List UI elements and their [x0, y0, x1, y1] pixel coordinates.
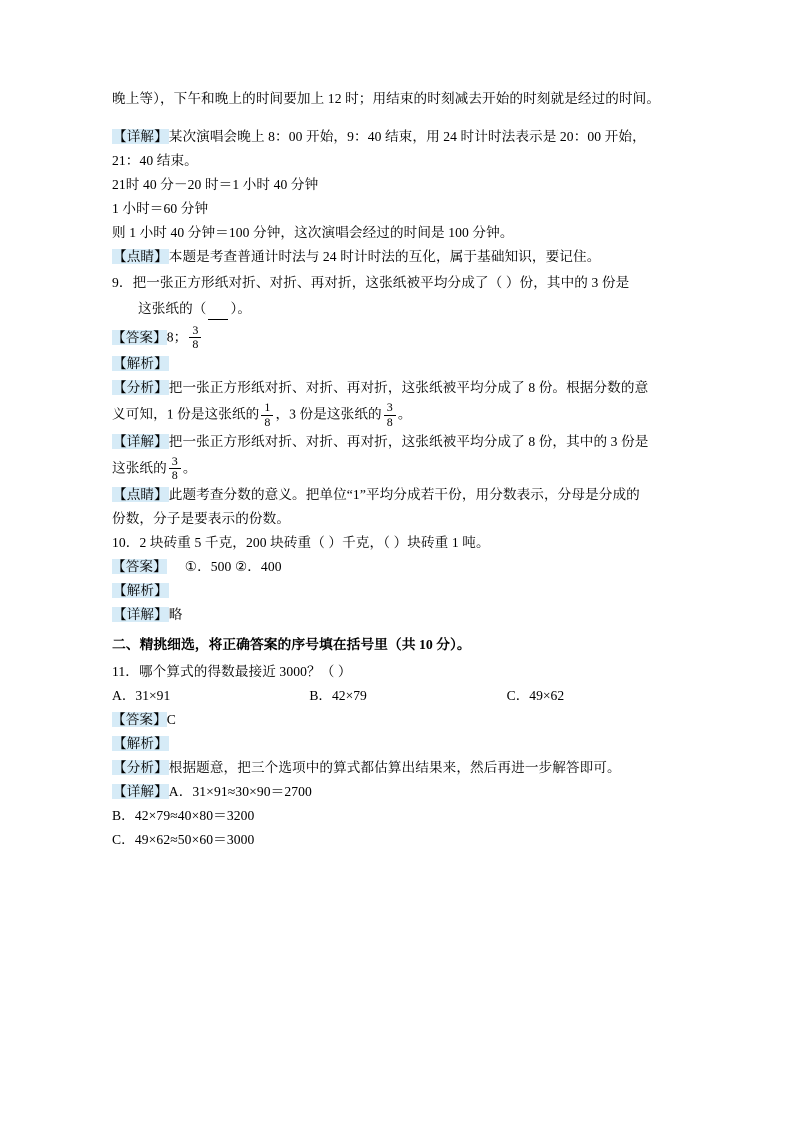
q9-line2-suffix: ）。	[230, 301, 252, 317]
q9-answer-fraction	[189, 324, 201, 351]
fraction-numerator: 1	[261, 401, 273, 415]
question-11-choices	[112, 685, 682, 707]
question-11-answer-text: C	[166, 711, 176, 727]
detail-line-2: 21：40 结束。	[112, 153, 198, 169]
fraction-denominator: 8	[264, 414, 271, 429]
detail-line2-b: 。	[182, 460, 197, 476]
answer-tag: 【答案】	[112, 559, 167, 575]
detail-tag: 【详解】	[113, 607, 168, 623]
detail-tag: 【详解】	[113, 129, 168, 145]
question-10-text: 2 块砖重 5 千克，200 块砖重（ ）千克，（ ）块砖重 1 吨。	[139, 535, 490, 551]
choice-c[interactable]: C．49×62	[506, 687, 565, 703]
question-9-number: 9．	[112, 275, 133, 291]
question-11-detail-line3: C．49×62≈50×60＝3000	[112, 831, 255, 847]
question-9	[112, 272, 682, 294]
q9-line2-prefix: 这张纸的（	[138, 301, 207, 317]
question-11-answer	[112, 709, 682, 731]
calc-line-1: 21时 40 分－20 时＝1 小时 40 分钟	[112, 177, 319, 193]
analysis-text: 把一张正方形纸对折、对折、再对折，这张纸被平均分成了 8 份。根据分数的意	[168, 380, 649, 396]
question-11-number: 11．	[112, 663, 139, 679]
fraction-numerator: 3	[169, 455, 181, 469]
spacer	[112, 112, 682, 126]
analysis-tag: 【解析】	[113, 356, 168, 372]
question-10-detail	[112, 604, 682, 626]
question-11-text: 哪个算式的得数最接近 3000？（ ）	[138, 663, 352, 679]
key-point-line	[112, 246, 682, 268]
key-point-tag: 【点睛】	[113, 487, 168, 503]
question-9-detail-line2	[112, 455, 682, 482]
detail-text: 略	[168, 607, 183, 623]
question-10	[112, 532, 682, 554]
q9-blank-numerator	[208, 319, 228, 320]
q9-answer-denominator: 8	[192, 337, 199, 352]
key-point-text: 此题考查分数的意义。把单位“1”平均分成若干份，用分数表示，分母是分成的	[168, 487, 640, 503]
question-9-answer	[112, 324, 682, 351]
fraction-denominator: 8	[386, 414, 393, 429]
answer-tag: 【答案】	[112, 711, 167, 727]
key-point-text: 本题是考查普通计时法与 24 时计时法的互化，属于基础知识，要记住。	[168, 249, 601, 265]
answer-tag: 【答案】	[112, 329, 167, 345]
question-9-key-point	[112, 484, 682, 506]
question-10-analysis-header	[112, 580, 682, 602]
question-9-analysis	[112, 377, 682, 399]
analysis-sub-tag: 【分析】	[113, 759, 168, 775]
choice-a[interactable]: A．31×91	[112, 687, 171, 703]
question-9-analysis-line2	[112, 401, 682, 428]
analysis-text: 根据题意，把三个选项中的算式都估算出结果来，然后再进一步解答即可。	[168, 759, 621, 775]
section-heading-two: 二、精挑细选，将正确答案的序号填在括号里（共 10 分）。	[112, 637, 471, 653]
question-9-text: 把一张正方形纸对折、对折、再对折，这张纸被平均分成了（ ）份，其中的 3 份是	[132, 275, 630, 291]
analysis-sub-tag: 【分析】	[113, 380, 168, 396]
question-11	[112, 661, 682, 683]
analysis-tag: 【解析】	[113, 735, 168, 751]
detail-tag: 【详解】	[113, 433, 168, 449]
detail-fraction-three-eighths	[169, 455, 181, 482]
question-9-continued	[112, 296, 682, 322]
detail-text: 把一张正方形纸对折、对折、再对折，这张纸被平均分成了 8 份，其中的 3 份是	[168, 433, 649, 449]
detail-tag: 【详解】	[113, 783, 168, 799]
question-11-analysis	[112, 757, 682, 779]
detailed-answer-line	[112, 126, 682, 148]
analysis-tag: 【解析】	[113, 583, 168, 599]
question-9-analysis-header	[112, 353, 682, 375]
paragraph-continuation: 晚上等），下午和晚上的时间要加上 12 时；用结束的时刻减去开始的时刻就是经过的时间。	[112, 91, 661, 106]
analysis-fraction-three-eighths	[384, 401, 396, 428]
detail-text: A．31×91≈30×90＝2700	[168, 783, 312, 799]
question-9-detail	[112, 431, 682, 453]
choice-b[interactable]: B．42×79	[309, 687, 367, 703]
question-9-key-point-line2: 份数，分子是要表示的份数。	[112, 511, 291, 527]
q9-answer-prefix: 8；	[166, 329, 188, 345]
analysis-fraction-one-eighth	[261, 401, 273, 428]
key-point-tag: 【点睛】	[113, 249, 168, 265]
detail-line2-a: 这张纸的	[112, 460, 167, 476]
fraction-numerator: 3	[384, 401, 396, 415]
detail-text: 某次演唱会晚上 8：00 开始，9：40 结束，用 24 时计时法表示是 20：00 开始，	[168, 129, 646, 145]
analysis-line2-a: 义可知，1 份是这张纸的	[112, 406, 260, 422]
analysis-line2-b: ，3 份是这张纸的	[275, 406, 382, 422]
calc-line-3: 则 1 小时 40 分钟＝100 分钟，这次演唱会经过的时间是 100 分钟。	[112, 225, 514, 241]
question-10-number: 10．	[112, 535, 140, 551]
q9-blank-fraction	[208, 319, 228, 320]
question-11-detail-line2: B．42×79≈40×80＝3200	[112, 807, 255, 823]
question-10-answer	[112, 556, 682, 578]
question-11-detail	[112, 781, 682, 803]
fraction-denominator: 8	[171, 467, 178, 482]
calc-line-2: 1 小时＝60 分钟	[112, 201, 209, 217]
analysis-line2-c: 。	[397, 406, 412, 422]
q9-answer-numerator: 3	[189, 324, 201, 338]
question-10-answer-text: ①．500 ②．400	[184, 559, 282, 575]
question-11-analysis-header	[112, 733, 682, 755]
